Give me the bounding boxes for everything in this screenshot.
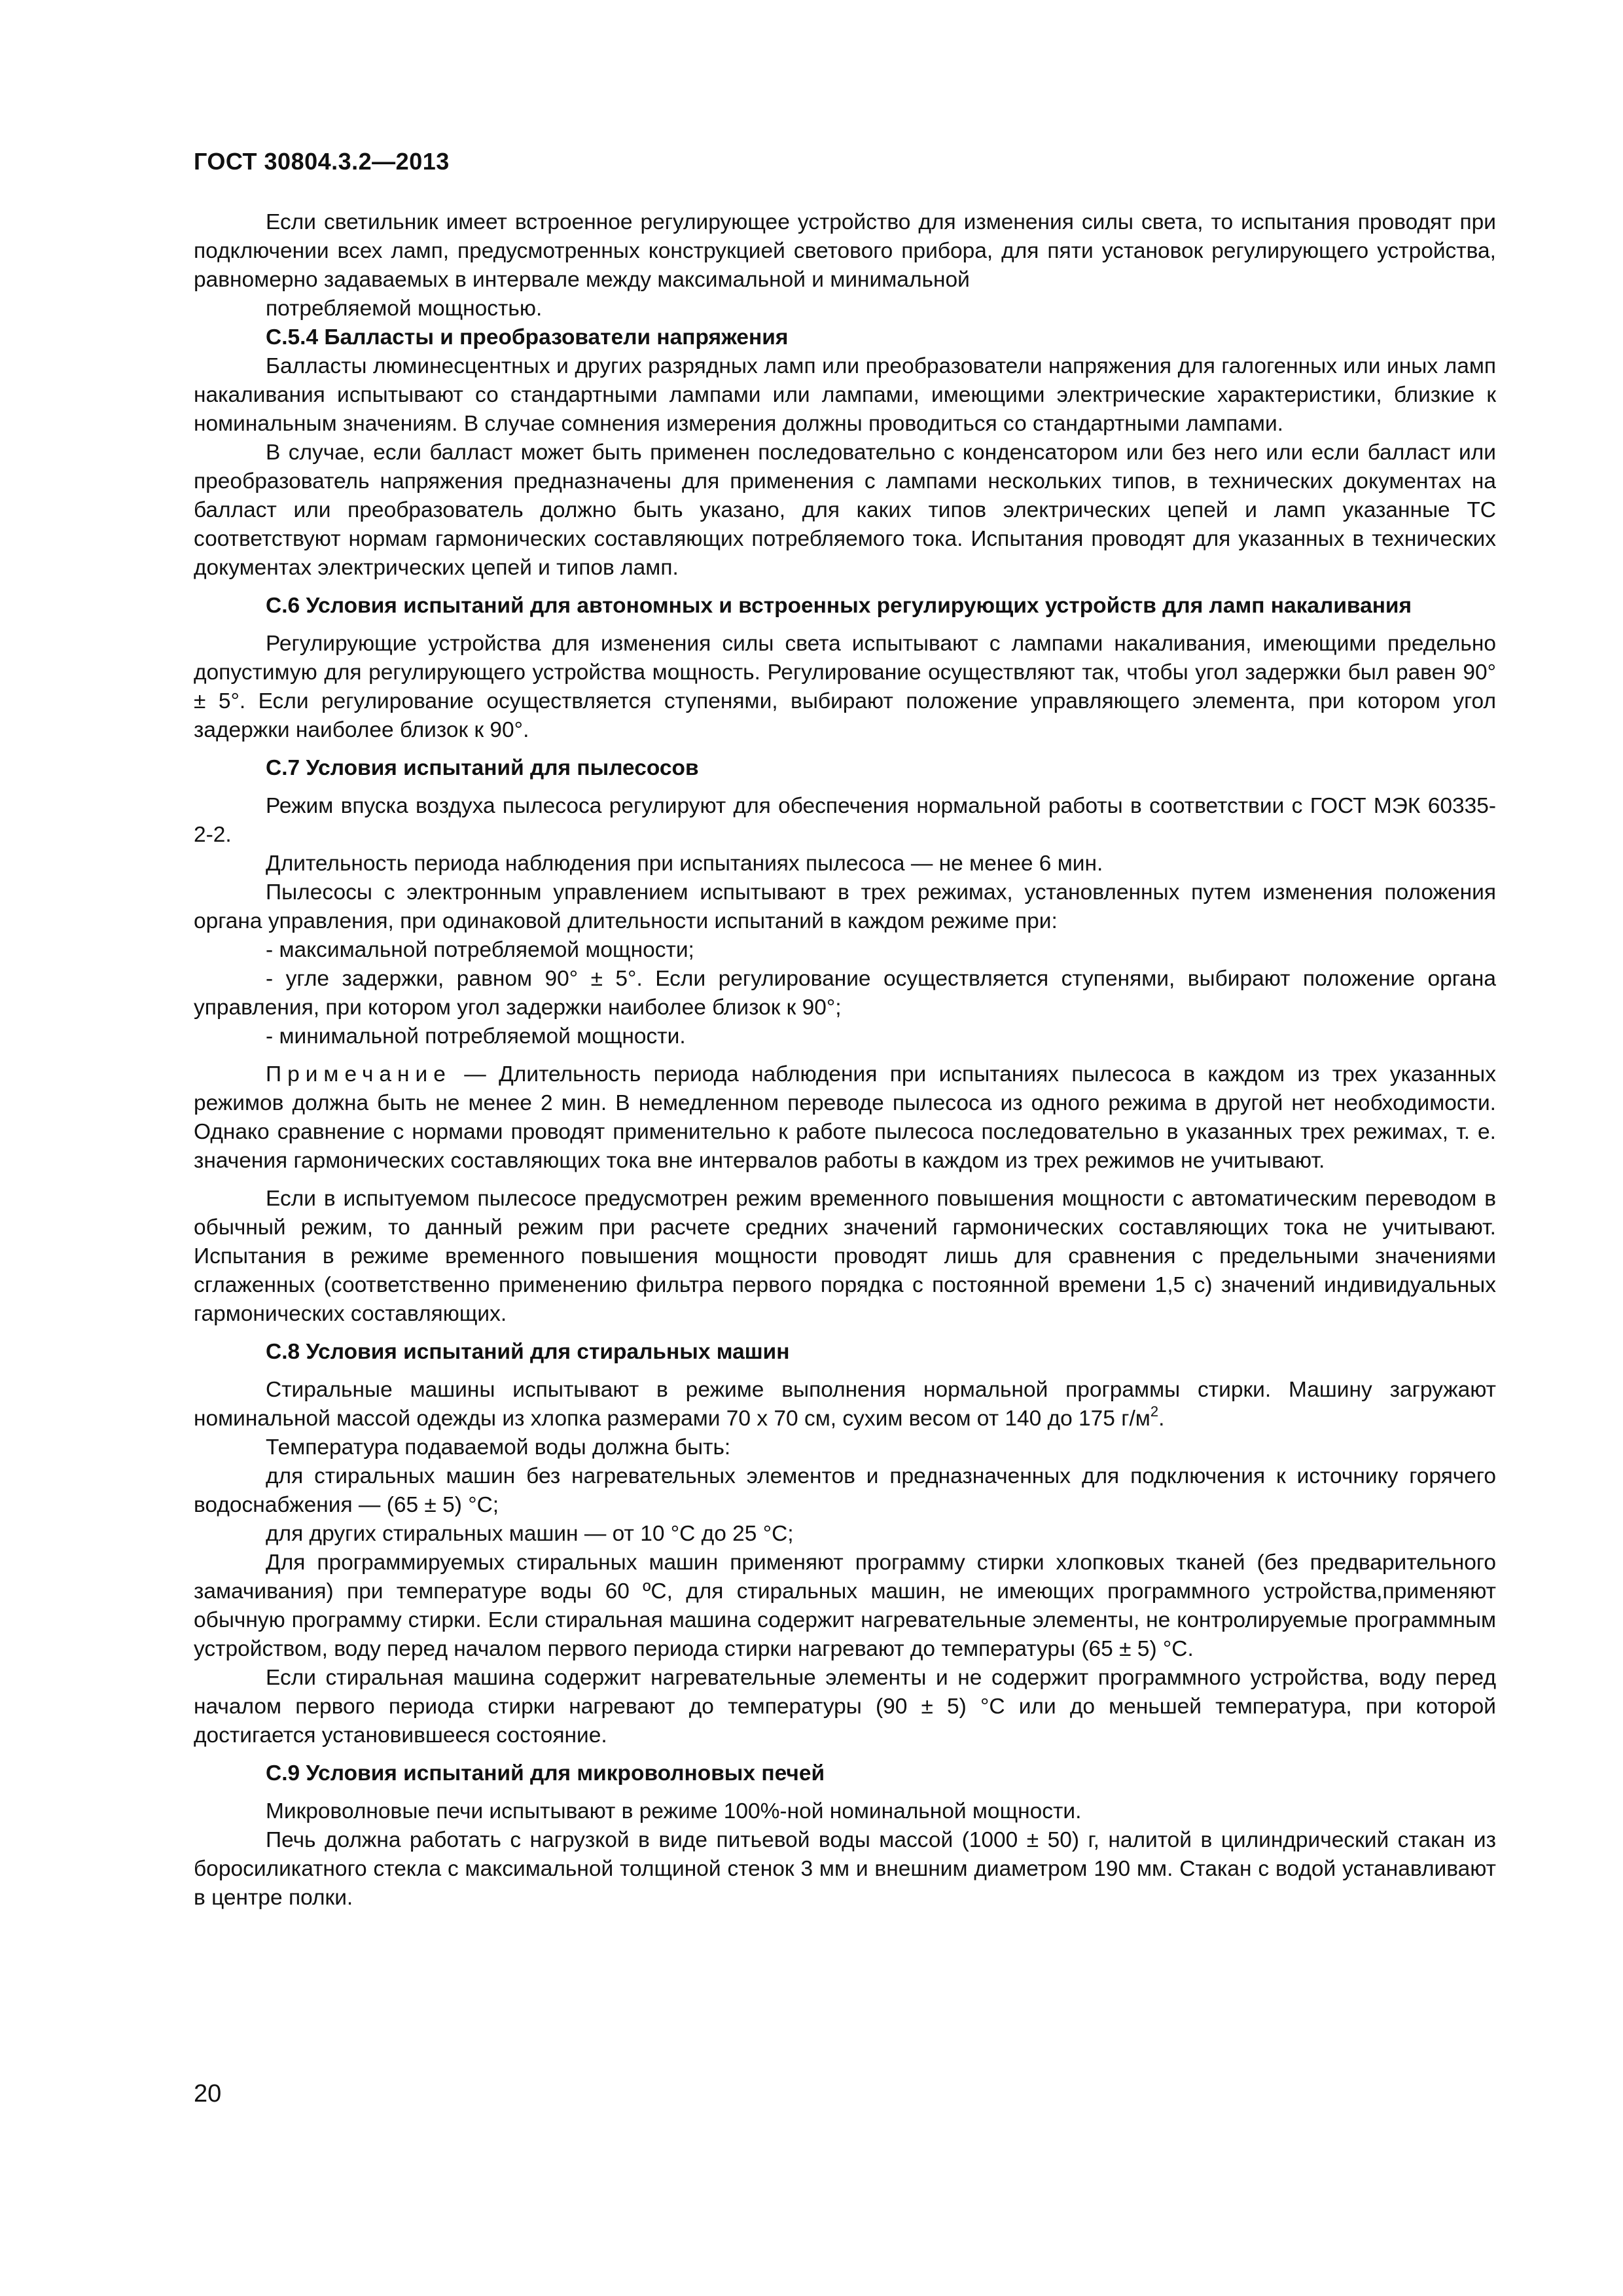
paragraph: Если стиральная машина содержит нагревательные элементы и не содержит программного устройства, воду перед началом первого периода стирки нагревают до температуры (90 ± 5) °С или до меньшей температура, при которой достигается установившееся состояние. (194, 1666, 1496, 1748)
paragraph-end: . (1158, 1407, 1165, 1431)
list-item: - максимальной потребляемой мощности; (266, 938, 694, 962)
section-heading-c54: С.5.4 Балласты и преобразователи напряжения (266, 325, 789, 350)
paragraph: Печь должна работать с нагрузкой в виде питьевой воды массой (1000 ± 50) г, налитой в цилиндрический стакан из боросиликатного стекла с максимальной толщиной стенок 3 мм и внешним диаметром 190 мм. Стакан с водой устанавливают в центре полки. (194, 1828, 1496, 1910)
paragraph: Для программируемых стиральных машин применяют программу стирки хлопковых тканей (без предварительного замачивания) при температуре воды 60 ºС, для стиральных машин, не имеющих программного устройства,применяют обычную программу стирки. Если стиральная машина содержит нагревательные элементы, не контролируемые программным устройством, воду перед началом первого периода стирки нагревают до температуры (65 ± 5) °С. (194, 1551, 1496, 1661)
paragraph: Если в испытуемом пылесосе предусмотрен режим временного повышения мощности с автоматическим переводом в обычный режим, то данный режим при расчете средних значений гармонических составляющих тока не учитывают. Испытания в режиме временного повышения мощности проводят лишь для сравнения с предельными значениями сглаженных (соответственно применению фильтра первого порядка с постоянной времени 1,5 с) значений индивидуальных гармонических составляющих. (194, 1187, 1496, 1326)
note-label: Примечание (266, 1062, 452, 1086)
section-heading-c8: С.8 Условия испытаний для стиральных машин (266, 1340, 790, 1364)
paragraph: для стиральных машин без нагревательных элементов и предназначенных для подключения к источнику горячего водоснабжения — (65 ± 5) °С; (194, 1464, 1496, 1517)
document-body (194, 208, 1496, 1912)
paragraph: Балласты люминесцентных и других разрядных ламп или преобразователи напряжения для галогенных или иных ламп накаливания испытывают со стандартными лампами или лампами, имеющими электрические характеристики, близкие к номинальным значениям. В случае сомнения измерения должны проводиться со стандартными лампами. (194, 354, 1496, 436)
paragraph: Температура подаваемой воды должна быть: (266, 1435, 731, 1460)
paragraph-text: Стиральные машины испытывают в режиме выполнения нормальной программы стирки. Машину загружают номинальной массой одежды из хлопка размерами 70 х 70 см, сухим весом от 140 до 175 г/м (194, 1378, 1496, 1431)
paragraph: для других стиральных машин — от 10 °С до 25 °С; (266, 1522, 794, 1546)
paragraph: Длительность периода наблюдения при испытаниях пылесоса — не менее 6 мин. (266, 852, 1103, 876)
section-heading-c6: С.6 Условия испытаний для автономных и встроенных регулирующих устройств для ламп накаливания (266, 594, 1412, 618)
paragraph: Микроволновые печи испытывают в режиме 100%-ной номинальной мощности. (266, 1799, 1082, 1823)
note-paragraph (194, 1060, 1496, 1175)
paragraph: Режим впуска воздуха пылесоса регулируют для обеспечения нормальной работы в соответствии с ГОСТ МЭК 60335-2-2. (194, 794, 1496, 847)
superscript: 2 (1150, 1403, 1159, 1420)
paragraph: Если светильник имеет встроенное регулирующее устройство для изменения силы света, то испытания проводят при подключении всех ламп, предусмотренных конструкцией светового прибора, для пяти установок регулирующего устройства, равномерно задаваемых в интервале между максимальной и минимальной (194, 210, 1496, 292)
paragraph: Пылесосы с электронным управлением испытывают в трех режимах, установленных путем изменения положения органа управления, при одинаковой длительности испытаний в каждом режиме при: (194, 880, 1496, 933)
section-heading-c7: С.7 Условия испытаний для пылесосов (266, 756, 699, 780)
page-number: 20 (194, 2080, 222, 2108)
paragraph (194, 1376, 1496, 1433)
document-header: ГОСТ 30804.3.2—2013 (194, 148, 450, 175)
section-heading-c9: С.9 Условия испытаний для микроволновых печей (266, 1761, 825, 1785)
list-item: - угле задержки, равном 90° ± 5°. Если регулирование осуществляется ступенями, выбирают положение органа управления, при котором угол задержки наиболее близок к 90°; (194, 967, 1496, 1020)
paragraph: Регулирующие устройства для изменения силы света испытывают с лампами накаливания, имеющими предельно допустимую для регулирующего устройства мощность. Регулирование осуществляют так, чтобы угол задержки был равен 90° ± 5°. Если регулирование осуществляется ступенями, выбирают положение управляющего элемента, при котором угол задержки наиболее близок к 90°. (194, 632, 1496, 742)
paragraph: В случае, если балласт может быть применен последовательно с конденсатором или без него или если балласт или преобразователь напряжения предназначены для применения с лампами нескольких типов, в технических документах на балласт или преобразователь должно быть указано, для каких типов электрических цепей и ламп указанные ТС соответствуют нормам гармонических составляющих потребляемого тока. Испытания проводят для указанных в технических документах электрических цепей и типов ламп. (194, 440, 1496, 580)
paragraph: потребляемой мощностью. (266, 296, 543, 321)
note-text: — Длительность периода наблюдения при испытаниях пылесоса в каждом из трех указанных режимов должна быть не менее 2 мин. В немедленном переводе пылесоса из одного режима в другой нет необходимости. Однако сравнение с нормами проводят применительно к работе пылесоса последовательно в указанных трех режимах, т. е. значения гармонических составляющих тока вне интервалов работы в каждом из трех режимов не учитывают. (194, 1062, 1496, 1173)
list-item: - минимальной потребляемой мощности. (266, 1024, 686, 1049)
